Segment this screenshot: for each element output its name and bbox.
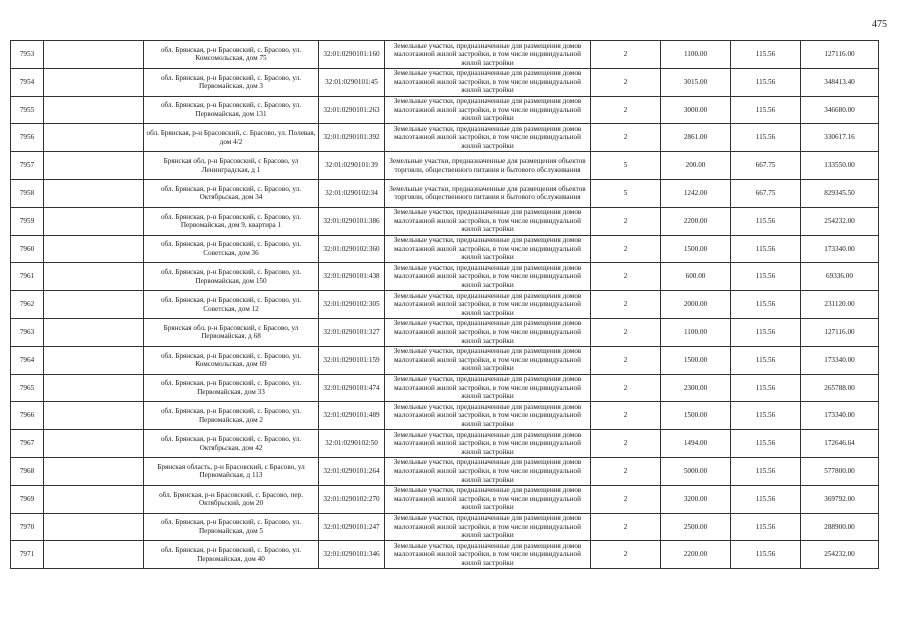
cadastral-value-cell: 348413.40 — [801, 68, 879, 96]
cadastral-number-cell: 32:01:0290102:270 — [319, 485, 385, 513]
cadastral-number-cell: 32:01:0290101:474 — [319, 374, 385, 402]
blank-cell — [44, 485, 144, 513]
blank-cell — [44, 430, 144, 458]
category-cell: 2 — [591, 124, 661, 152]
area-cell: 3015.00 — [661, 68, 731, 96]
row-number-cell: 7953 — [11, 41, 44, 69]
blank-cell — [44, 457, 144, 485]
category-cell: 2 — [591, 430, 661, 458]
cadastral-value-cell: 369792.00 — [801, 485, 879, 513]
area-cell: 1242.00 — [661, 179, 731, 207]
cadastral-number-cell: 32:01:0290102:305 — [319, 291, 385, 319]
cadastral-value-cell: 346680.00 — [801, 96, 879, 124]
category-cell: 2 — [591, 207, 661, 235]
rate-cell: 115.56 — [731, 235, 801, 263]
address-cell: Брянская обл, р-н Брасовский, с Брасово, ул Ленинградская, д 1 — [144, 152, 319, 180]
table-row — [11, 457, 879, 485]
table-row — [11, 541, 879, 569]
blank-cell — [44, 41, 144, 69]
land-use-cell: Земельные участки, предназначенные для размещения домов малоэтажной жилой застройки, в том числе индивидуальной жилой застройки — [385, 263, 591, 291]
row-number-cell: 7963 — [11, 318, 44, 346]
cadastral-number-cell: 32:01:0290101:438 — [319, 263, 385, 291]
row-number-cell: 7968 — [11, 457, 44, 485]
blank-cell — [44, 152, 144, 180]
category-cell: 2 — [591, 374, 661, 402]
table-row — [11, 207, 879, 235]
land-use-cell: Земельные участки, предназначенные для размещения домов малоэтажной жилой застройки, в том числе индивидуальной жилой застройки — [385, 68, 591, 96]
land-use-cell: Земельные участки, предназначенные для размещения домов малоэтажной жилой застройки, в том числе индивидуальной жилой застройки — [385, 513, 591, 541]
blank-cell — [44, 402, 144, 430]
cadastral-number-cell: 32:01:0290101:160 — [319, 41, 385, 69]
table-row — [11, 513, 879, 541]
blank-cell — [44, 179, 144, 207]
address-cell: обл. Брянская, р-н Брасовский, с. Брасово, ул. Первомайская, дом 40 — [144, 541, 319, 569]
cadastral-number-cell: 32:01:0290101:327 — [319, 318, 385, 346]
cadastral-value-cell: 133550.00 — [801, 152, 879, 180]
area-cell: 2861.00 — [661, 124, 731, 152]
land-use-cell: Земельные участки, предназначенные для размещения домов малоэтажной жилой застройки, в том числе индивидуальной жилой застройки — [385, 96, 591, 124]
land-use-cell: Земельные участки, предназначенные для размещения объектов торговли, общественного питания и бытового обслуживания — [385, 152, 591, 180]
address-cell: обл. Брянская, р-н Брасовский, с. Брасово, ул. Первомайская, дом 5 — [144, 513, 319, 541]
land-use-cell: Земельные участки, предназначенные для размещения объектов торговли, общественного питания и бытового обслуживания — [385, 179, 591, 207]
area-cell: 200.00 — [661, 152, 731, 180]
category-cell: 2 — [591, 346, 661, 374]
address-cell: обл. Брянская, р-н Брасовский, с. Брасово, ул. Комсомольская, дом 69 — [144, 346, 319, 374]
blank-cell — [44, 207, 144, 235]
rate-cell: 115.56 — [731, 41, 801, 69]
cadastral-value-cell: 288900.00 — [801, 513, 879, 541]
cadastral-value-cell: 265788.00 — [801, 374, 879, 402]
row-number-cell: 7969 — [11, 485, 44, 513]
area-cell: 2500.00 — [661, 513, 731, 541]
rate-cell: 115.56 — [731, 374, 801, 402]
cadastral-value-cell: 173340.00 — [801, 346, 879, 374]
address-cell: обл. Брянская, р-н Брасовский, с. Брасово, ул. Первомайская, дом 131 — [144, 96, 319, 124]
address-cell: обл. Брянская, р-н Брасовский, с. Брасово, ул. Первомайская, дом 33 — [144, 374, 319, 402]
area-cell: 5000.00 — [661, 457, 731, 485]
blank-cell — [44, 124, 144, 152]
category-cell: 2 — [591, 68, 661, 96]
category-cell: 2 — [591, 485, 661, 513]
cadastral-value-cell: 127116.00 — [801, 318, 879, 346]
category-cell: 2 — [591, 457, 661, 485]
page-number: 475 — [872, 19, 887, 30]
table-row — [11, 346, 879, 374]
row-number-cell: 7970 — [11, 513, 44, 541]
rate-cell: 667.75 — [731, 152, 801, 180]
row-number-cell: 7961 — [11, 263, 44, 291]
row-number-cell: 7960 — [11, 235, 44, 263]
rate-cell: 115.56 — [731, 263, 801, 291]
row-number-cell: 7964 — [11, 346, 44, 374]
land-use-cell: Земельные участки, предназначенные для размещения домов малоэтажной жилой застройки, в том числе индивидуальной жилой застройки — [385, 402, 591, 430]
cadastral-number-cell: 32:01:0290101:264 — [319, 457, 385, 485]
table-row — [11, 96, 879, 124]
address-cell: обл. Брянская, р-н Брасовский, с. Брасово, ул. Первомайская, дом 3 — [144, 68, 319, 96]
address-cell: обл. Брянская, р-н Брасовский, с. Брасово, ул. Первомайская, дом 9, квартира 1 — [144, 207, 319, 235]
area-cell: 1100.00 — [661, 318, 731, 346]
category-cell: 5 — [591, 152, 661, 180]
table-row — [11, 485, 879, 513]
table-row — [11, 124, 879, 152]
rate-cell: 115.56 — [731, 124, 801, 152]
blank-cell — [44, 541, 144, 569]
rate-cell: 115.56 — [731, 207, 801, 235]
category-cell: 2 — [591, 541, 661, 569]
rate-cell: 115.56 — [731, 68, 801, 96]
cadastral-number-cell: 32:01:0290101:39 — [319, 152, 385, 180]
rate-cell: 667.75 — [731, 179, 801, 207]
rate-cell: 115.56 — [731, 346, 801, 374]
area-cell: 2200.00 — [661, 207, 731, 235]
address-cell: обл. Брянская, р-н Брасовский, с. Брасово, ул. Комсомольская, дом 75 — [144, 41, 319, 69]
row-number-cell: 7971 — [11, 541, 44, 569]
cadastral-number-cell: 32:01:0290102:360 — [319, 235, 385, 263]
area-cell: 1500.00 — [661, 346, 731, 374]
land-use-cell: Земельные участки, предназначенные для размещения домов малоэтажной жилой застройки, в том числе индивидуальной жилой застройки — [385, 41, 591, 69]
land-use-cell: Земельные участки, предназначенные для размещения домов малоэтажной жилой застройки, в том числе индивидуальной жилой застройки — [385, 346, 591, 374]
table-row — [11, 402, 879, 430]
area-cell: 1100.00 — [661, 41, 731, 69]
address-cell: обл. Брянская, р-н Брасовский, с. Брасово, пер. Октябрьский, дом 20 — [144, 485, 319, 513]
cadastral-value-cell: 231120.00 — [801, 291, 879, 319]
category-cell: 2 — [591, 318, 661, 346]
rate-cell: 115.56 — [731, 402, 801, 430]
table-row — [11, 374, 879, 402]
blank-cell — [44, 263, 144, 291]
blank-cell — [44, 513, 144, 541]
cadastral-number-cell: 32:01:0290101:392 — [319, 124, 385, 152]
category-cell: 2 — [591, 402, 661, 430]
row-number-cell: 7956 — [11, 124, 44, 152]
area-cell: 2300.00 — [661, 374, 731, 402]
land-use-cell: Земельные участки, предназначенные для размещения домов малоэтажной жилой застройки, в том числе индивидуальной жилой застройки — [385, 485, 591, 513]
area-cell: 2000.00 — [661, 291, 731, 319]
blank-cell — [44, 96, 144, 124]
address-cell: Брянская область, р-н Брасовский, с Брасово, ул Первомайская, д 113 — [144, 457, 319, 485]
cadastral-number-cell: 32:01:0290101:263 — [319, 96, 385, 124]
blank-cell — [44, 318, 144, 346]
area-cell: 3000.00 — [661, 96, 731, 124]
row-number-cell: 7958 — [11, 179, 44, 207]
table-row — [11, 152, 879, 180]
rate-cell: 115.56 — [731, 485, 801, 513]
rate-cell: 115.56 — [731, 291, 801, 319]
cadastral-value-cell: 577800.00 — [801, 457, 879, 485]
land-use-cell: Земельные участки, предназначенные для размещения домов малоэтажной жилой застройки, в том числе индивидуальной жилой застройки — [385, 374, 591, 402]
address-cell: обл. Брянская, р-н Брасовский, с. Брасово, ул. Первомайская, дом 150 — [144, 263, 319, 291]
table-row — [11, 263, 879, 291]
row-number-cell: 7966 — [11, 402, 44, 430]
table-row — [11, 318, 879, 346]
category-cell: 2 — [591, 513, 661, 541]
table-body — [11, 41, 879, 569]
category-cell: 2 — [591, 235, 661, 263]
row-number-cell: 7962 — [11, 291, 44, 319]
table-row — [11, 430, 879, 458]
area-cell: 1500.00 — [661, 235, 731, 263]
cadastral-value-cell: 172646.64 — [801, 430, 879, 458]
blank-cell — [44, 374, 144, 402]
rate-cell: 115.56 — [731, 96, 801, 124]
address-cell: Брянская обл, р-н Брасовский, с Брасово, ул Первомайская, д 68 — [144, 318, 319, 346]
rate-cell: 115.56 — [731, 457, 801, 485]
address-cell: обл. Брянская, р-н Брасовский, с. Брасово, ул. Первомайская, дом 2 — [144, 402, 319, 430]
cadastral-value-cell: 173340.00 — [801, 235, 879, 263]
area-cell: 1494.00 — [661, 430, 731, 458]
row-number-cell: 7965 — [11, 374, 44, 402]
land-use-cell: Земельные участки, предназначенные для размещения домов малоэтажной жилой застройки, в том числе индивидуальной жилой застройки — [385, 541, 591, 569]
land-use-cell: Земельные участки, предназначенные для размещения домов малоэтажной жилой застройки, в том числе индивидуальной жилой застройки — [385, 430, 591, 458]
blank-cell — [44, 346, 144, 374]
table-row — [11, 235, 879, 263]
cadastral-value-cell: 254232.00 — [801, 541, 879, 569]
cadastral-value-cell: 254232.00 — [801, 207, 879, 235]
cadastral-value-cell: 173340.00 — [801, 402, 879, 430]
table-row — [11, 41, 879, 69]
blank-cell — [44, 235, 144, 263]
rate-cell: 115.56 — [731, 430, 801, 458]
cadastral-number-cell: 32:01:0290101:386 — [319, 207, 385, 235]
cadastral-number-cell: 32:01:0290102:34 — [319, 179, 385, 207]
land-use-cell: Земельные участки, предназначенные для размещения домов малоэтажной жилой застройки, в том числе индивидуальной жилой застройки — [385, 457, 591, 485]
land-use-cell: Земельные участки, предназначенные для размещения домов малоэтажной жилой застройки, в том числе индивидуальной жилой застройки — [385, 318, 591, 346]
cadastral-value-cell: 829345.50 — [801, 179, 879, 207]
area-cell: 600.00 — [661, 263, 731, 291]
cadastral-value-cell: 69336.00 — [801, 263, 879, 291]
row-number-cell: 7954 — [11, 68, 44, 96]
blank-cell — [44, 68, 144, 96]
cadastral-value-cell: 330617.16 — [801, 124, 879, 152]
address-cell: обл. Брянская, р-н Брасовский, с. Брасово, ул. Советская, дом 12 — [144, 291, 319, 319]
row-number-cell: 7959 — [11, 207, 44, 235]
category-cell: 2 — [591, 96, 661, 124]
row-number-cell: 7957 — [11, 152, 44, 180]
category-cell: 2 — [591, 263, 661, 291]
cadastral-value-table — [10, 40, 879, 569]
address-cell: обл. Брянская, р-н Брасовский, с. Брасово, ул. Октябрьская, дом 42 — [144, 430, 319, 458]
row-number-cell: 7967 — [11, 430, 44, 458]
row-number-cell: 7955 — [11, 96, 44, 124]
table-row — [11, 291, 879, 319]
cadastral-number-cell: 32:01:0290101:346 — [319, 541, 385, 569]
land-use-cell: Земельные участки, предназначенные для размещения домов малоэтажной жилой застройки, в том числе индивидуальной жилой застройки — [385, 235, 591, 263]
cadastral-number-cell: 32:01:0290101:159 — [319, 346, 385, 374]
area-cell: 2200.00 — [661, 541, 731, 569]
rate-cell: 115.56 — [731, 513, 801, 541]
cadastral-number-cell: 32:01:0290101:45 — [319, 68, 385, 96]
category-cell: 5 — [591, 179, 661, 207]
table-row — [11, 68, 879, 96]
address-cell: обл. Брянская, р-н Брасовский, с. Брасово, ул. Полевая, дом 4/2 — [144, 124, 319, 152]
cadastral-number-cell: 32:01:0290102:50 — [319, 430, 385, 458]
area-cell: 3200.00 — [661, 485, 731, 513]
area-cell: 1500.00 — [661, 402, 731, 430]
land-use-cell: Земельные участки, предназначенные для размещения домов малоэтажной жилой застройки, в том числе индивидуальной жилой застройки — [385, 124, 591, 152]
rate-cell: 115.56 — [731, 318, 801, 346]
address-cell: обл. Брянская, р-н Брасовский, с. Брасово, ул. Октябрьская, дом 34 — [144, 179, 319, 207]
rate-cell: 115.56 — [731, 541, 801, 569]
category-cell: 2 — [591, 41, 661, 69]
land-use-cell: Земельные участки, предназначенные для размещения домов малоэтажной жилой застройки, в том числе индивидуальной жилой застройки — [385, 291, 591, 319]
blank-cell — [44, 291, 144, 319]
land-use-cell: Земельные участки, предназначенные для размещения домов малоэтажной жилой застройки, в том числе индивидуальной жилой застройки — [385, 207, 591, 235]
address-cell: обл. Брянская, р-н Брасовский, с. Брасово, ул. Советская, дом 36 — [144, 235, 319, 263]
category-cell: 2 — [591, 291, 661, 319]
cadastral-value-cell: 127116.00 — [801, 41, 879, 69]
table-row — [11, 179, 879, 207]
cadastral-number-cell: 32:01:0290101:247 — [319, 513, 385, 541]
cadastral-number-cell: 32:01:0290101:489 — [319, 402, 385, 430]
